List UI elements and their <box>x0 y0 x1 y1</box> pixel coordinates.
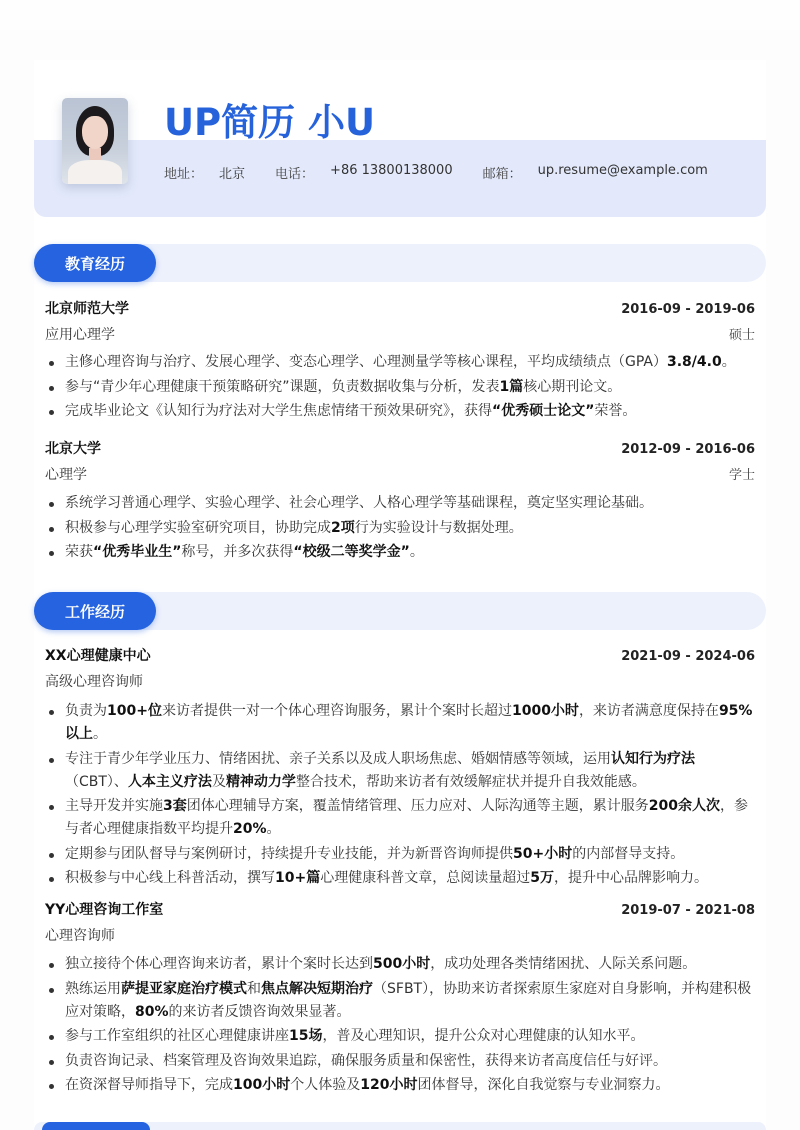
section-title: 教育经历 <box>34 244 156 282</box>
bullet-list <box>45 700 757 892</box>
photo-face <box>82 116 108 149</box>
list-item: 专注于青少年学业压力、情绪困扰、亲子关系以及成人职场焦虑、婚姻情感等领域，运用认知行为疗法（CBT）、人本主义疗法及精神动力学整合技术，帮助来访者有效缓解症状并提升自我效能感。 <box>45 748 757 794</box>
bullet-list <box>45 492 757 566</box>
entry-date: 2019-07 - 2021-08 <box>621 903 755 918</box>
degree: 学士 <box>728 468 755 483</box>
list-item: 参与“青少年心理健康干预策略研究”课题，负责数据收集与分析，发表1篇核心期刊论文。 <box>45 376 757 399</box>
list-item: 定期参与团队督导与案例研讨，持续提升专业技能，并为新晋咨询师提供50+小时的内部督导支持。 <box>45 843 757 866</box>
contact-label: 邮箱： <box>482 167 522 182</box>
list-item: 负责为100+位来访者提供一对一个体心理咨询服务，累计个案时长超过1000小时，来访者满意度保持在95%以上。 <box>45 700 757 746</box>
contact-value: up.resume@example.com <box>537 163 708 178</box>
entry-date: 2016-09 - 2019-06 <box>621 302 755 317</box>
contact-value: 北京 <box>219 167 246 182</box>
contact-address <box>164 163 245 182</box>
list-item: 负责咨询记录、档案管理及咨询效果追踪，确保服务质量和保密性，获得来访者高度信任与好评。 <box>45 1050 757 1073</box>
list-item: 独立接待个体心理咨询来访者，累计个案时长达到500小时，成功处理各类情绪困扰、人际关系问题。 <box>45 953 757 976</box>
list-item: 荣获“优秀毕业生”称号，并多次获得“校级二等奖学金”。 <box>45 541 757 564</box>
degree: 硕士 <box>728 328 755 343</box>
section-header-work <box>34 592 766 630</box>
resume-header <box>34 80 766 217</box>
contact-info <box>164 163 738 182</box>
work-entry <box>45 645 755 691</box>
section-header-education <box>34 244 766 282</box>
company-name: YY心理咨询工作室 <box>45 902 164 918</box>
bullet-list <box>45 953 757 1099</box>
education-entry <box>45 438 755 484</box>
top-margin <box>0 0 800 30</box>
list-item: 熟练运用萨提亚家庭治疗模式和焦点解决短期治疗（SFBT），协助来访者探索原生家庭对自身影响，并构建积极应对策略，80%的来访者反馈咨询效果显著。 <box>45 978 757 1024</box>
entry-date: 2012-09 - 2016-06 <box>621 442 755 457</box>
major: 应用心理学 <box>45 327 115 343</box>
contact-label: 电话： <box>275 167 315 182</box>
company-name: XX心理健康中心 <box>45 648 151 664</box>
work-entry <box>45 899 755 945</box>
profile-photo <box>62 98 128 184</box>
contact-phone <box>275 163 453 182</box>
list-item: 积极参与心理学实验室研究项目，协助完成2项行为实验设计与数据处理。 <box>45 517 757 540</box>
job-role: 高级心理咨询师 <box>45 674 143 690</box>
school-name: 北京大学 <box>45 441 101 457</box>
list-item: 主修心理咨询与治疗、发展心理学、变态心理学、心理测量学等核心课程，平均成绩绩点（GPA）3.8/4.0。 <box>45 351 757 374</box>
list-item: 完成毕业论文《认知行为疗法对大学生焦虑情绪干预效果研究》，获得“优秀硕士论文”荣誉。 <box>45 400 757 423</box>
entry-date: 2021-09 - 2024-06 <box>621 649 755 664</box>
contact-label: 地址： <box>164 167 204 182</box>
major: 心理学 <box>45 467 87 483</box>
school-name: 北京师范大学 <box>45 301 129 317</box>
list-item: 积极参与中心线上科普活动，撰写10+篇心理健康科普文章，总阅读量超过5万，提升中心品牌影响力。 <box>45 867 757 890</box>
section-header-next <box>34 1122 766 1130</box>
list-item: 系统学习普通心理学、实验心理学、社会心理学、人格心理学等基础课程，奠定坚实理论基础。 <box>45 492 757 515</box>
list-item: 参与工作室组织的社区心理健康讲座15场，普及心理知识，提升公众对心理健康的认知水平。 <box>45 1025 757 1048</box>
section-title: 工作经历 <box>34 592 156 630</box>
list-item: 主导开发并实施3套团体心理辅导方案，覆盖情绪管理、压力应对、人际沟通等主题，累计服务200余人次，参与者心理健康指数平均提升20%。 <box>45 795 757 841</box>
photo-body <box>68 160 122 184</box>
education-entry <box>45 298 755 344</box>
contact-email <box>483 163 708 182</box>
section-pill <box>42 1122 150 1130</box>
candidate-name: UP简历 小U <box>164 101 376 144</box>
contact-value: +86 13800138000 <box>330 163 453 178</box>
list-item: 在资深督导师指导下，完成100小时个人体验及120小时团体督导，深化自我觉察与专业洞察力。 <box>45 1074 757 1097</box>
job-role: 心理咨询师 <box>45 928 115 944</box>
bullet-list <box>45 351 757 425</box>
